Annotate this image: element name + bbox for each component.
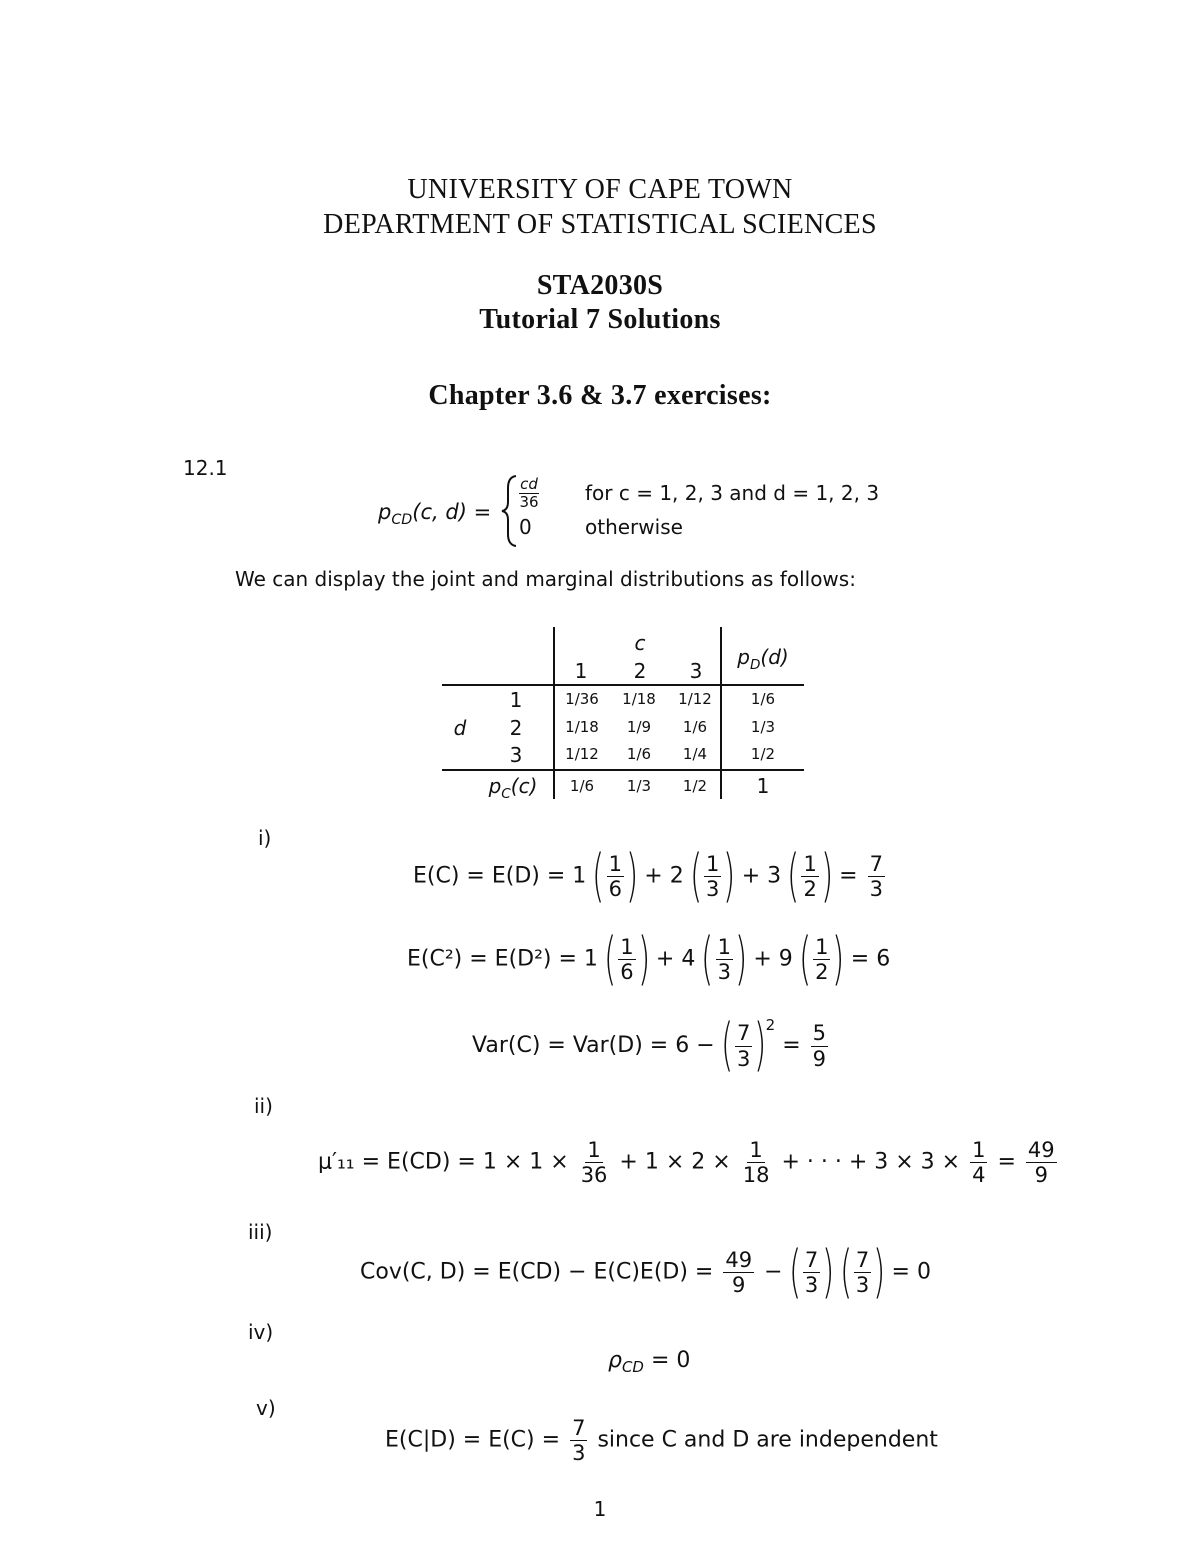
eq-second-moment: E(C²) = E(D²) = 1 ( $\frac{1}{6}$ ) + 4 ( $\frac{1}{3}$ ) + 9 ( $\frac{1}{2}$ ) = 6 xyxy=(407,926,891,992)
frac-num: 49 xyxy=(1027,1138,1055,1162)
eq-correlation xyxy=(608,1348,690,1376)
table-total: 1 xyxy=(756,774,770,798)
frac-num: 1 xyxy=(972,1138,986,1162)
eq-i3-lhs: Var(C) = Var(D) = 6 − xyxy=(472,1033,715,1058)
eq-i1-term3: + 3 xyxy=(741,863,782,889)
rho-subscript: CD xyxy=(621,1358,644,1377)
frac-den: 3 xyxy=(706,877,720,902)
rho-symbol: ρ xyxy=(608,1348,622,1373)
pmf-symbol: p xyxy=(378,500,392,524)
col-marginal-2: 1/3 xyxy=(626,777,652,795)
frac-den: 6 xyxy=(608,877,622,902)
case1-condition: for c = 1, 2, 3 and d = 1, 2, 3 xyxy=(585,481,880,505)
page-number: 1 xyxy=(593,1497,607,1521)
frac-num: 1 xyxy=(803,851,817,876)
frac-num: 7 xyxy=(572,1416,586,1440)
frac-den: 3 xyxy=(736,1046,751,1071)
frac-den: 3 xyxy=(572,1441,586,1466)
frac-num: 49 xyxy=(725,1247,753,1272)
frac-num: 1 xyxy=(706,851,720,876)
frac-num: 5 xyxy=(812,1021,826,1046)
marginal-c-header: $p_C(c)$ xyxy=(488,774,538,802)
eq-covariance: Cov(C, D) = E(CD) − E(C)E(D) = $\frac{49}{9}$ − ( $\frac{7}{3}$ ) ( $\frac{7}{3}$ ) = 0 xyxy=(360,1239,931,1305)
eq-expectation: E(C) = E(D) = 1 ( $\frac{1}{6}$ ) + 2 ( $\frac{1}{3}$ ) + 3 ( $\frac{1}{2}$ ) = $\frac{7}{3}$ xyxy=(413,843,883,909)
cell-2-3: 1/6 xyxy=(682,718,708,736)
university-heading: UNIVERSITY OF CAPE TOWN xyxy=(407,174,793,205)
eq-v-lhs: E(C|D) = E(C) = xyxy=(385,1427,561,1453)
frac-den: 36 xyxy=(580,1163,608,1188)
intro-text: We can display the joint and marginal distributions as follows: xyxy=(235,567,856,591)
eq-i3-equals: = xyxy=(782,1033,801,1058)
eq-ii-term2: + 1 × 2 × xyxy=(619,1149,731,1175)
eq-i1-lhs: E(C) = E(D) = 1 xyxy=(413,863,587,889)
row-marginal-1: 1/6 xyxy=(750,690,776,708)
row-header-1: 1 xyxy=(509,688,523,712)
cell-2-2: 1/9 xyxy=(626,718,652,736)
case1-numerator: cd xyxy=(520,475,538,493)
problem-number: 12.1 xyxy=(183,456,228,480)
col-header-3: 3 xyxy=(689,659,703,683)
pmf-args: (c, d) = xyxy=(412,500,492,524)
frac-num: 7 xyxy=(804,1247,819,1272)
frac-num: 1 xyxy=(717,934,732,959)
col-header-1: 1 xyxy=(574,659,588,683)
frac-den: 6 xyxy=(620,960,634,985)
course-code: STA2030S xyxy=(536,270,664,301)
cell-1-1: 1/36 xyxy=(565,690,599,708)
eq-iii-minus: − xyxy=(764,1259,783,1285)
eq-i3-exponent: 2 xyxy=(765,1016,776,1034)
marginal-d-header: $p_D(d)$ xyxy=(737,645,789,673)
part-iv-label: iv) xyxy=(248,1320,274,1344)
row-variable: d xyxy=(453,716,467,740)
cell-1-3: 1/12 xyxy=(678,690,712,708)
case2-condition: otherwise xyxy=(585,515,683,539)
eq-iii-lhs: Cov(C, D) = E(CD) − E(C)E(D) = xyxy=(360,1259,714,1285)
part-iii-label: iii) xyxy=(248,1220,273,1244)
eq-i2-rhs: = 6 xyxy=(850,946,891,972)
row-header-3: 3 xyxy=(509,743,523,767)
frac-den: 9 xyxy=(1034,1163,1048,1188)
frac-num: 1 xyxy=(587,1138,601,1162)
col-header-2: 2 xyxy=(633,659,647,683)
table-hline-bottom xyxy=(442,769,804,771)
frac-num: 7 xyxy=(869,851,883,876)
eq-ii-lhs: μ′₁₁ = E(CD) = 1 × 1 × xyxy=(318,1149,569,1175)
case1-denominator: 36 xyxy=(519,493,539,511)
frac-den: 18 xyxy=(742,1163,770,1188)
pmf-definition xyxy=(378,500,491,528)
eq-i2-term3: + 9 xyxy=(753,946,793,972)
cell-3-3: 1/4 xyxy=(682,745,708,763)
cell-2-1: 1/18 xyxy=(565,718,599,736)
frac-den: 9 xyxy=(812,1046,826,1071)
frac-den: 3 xyxy=(855,1273,870,1298)
frac-den: 3 xyxy=(717,960,732,985)
table-hline-top xyxy=(442,684,804,686)
department-heading: DEPARTMENT OF STATISTICAL SCIENCES xyxy=(323,209,877,240)
chapter-heading: Chapter 3.6 & 3.7 exercises: xyxy=(428,380,772,411)
pmf-subscript: CD xyxy=(391,511,413,528)
part-i-label: i) xyxy=(258,826,272,850)
frac-den: 3 xyxy=(869,877,883,902)
eq-i2-term2: + 4 xyxy=(655,946,696,972)
frac-num: 7 xyxy=(855,1247,870,1272)
eq-v-rhs: since C and D are independent xyxy=(597,1427,938,1453)
frac-den: 9 xyxy=(732,1273,746,1298)
col-variable: c xyxy=(634,631,646,655)
eq-ii-term3: + · · · + 3 × 3 × xyxy=(781,1149,961,1175)
frac-num: 1 xyxy=(608,851,622,876)
eq-iv-rhs: = 0 xyxy=(650,1348,691,1373)
frac-den: 2 xyxy=(803,877,817,902)
document-title: Tutorial 7 Solutions xyxy=(479,304,721,335)
eq-iii-rhs: = 0 xyxy=(891,1259,931,1285)
frac-num: 1 xyxy=(815,934,829,959)
col-marginal-3: 1/2 xyxy=(682,777,708,795)
frac-num: 1 xyxy=(749,1138,763,1162)
frac-den: 2 xyxy=(815,960,829,985)
eq-i2-lhs: E(C²) = E(D²) = 1 xyxy=(407,946,598,972)
table-vline-left xyxy=(553,627,555,799)
eq-i1-term2: + 2 xyxy=(644,863,684,889)
frac-den: 4 xyxy=(972,1163,986,1188)
eq-ii-equals: = xyxy=(997,1149,1016,1175)
eq-product-moment xyxy=(318,1138,1060,1187)
table-vline-right xyxy=(720,627,722,799)
row-marginal-3: 1/2 xyxy=(750,745,776,763)
eq-variance: Var(C) = Var(D) = 6 − ( $\frac{7}{3}$ )$^2$ = $\frac{5}{9}$ xyxy=(472,1012,826,1079)
cell-1-2: 1/18 xyxy=(622,690,656,708)
case1-fraction xyxy=(519,476,539,511)
eq-conditional-expectation xyxy=(385,1416,938,1465)
row-marginal-2: 1/3 xyxy=(750,718,776,736)
eq-i1-equals: = xyxy=(839,863,858,889)
frac-num: 7 xyxy=(736,1021,751,1046)
col-marginal-1: 1/6 xyxy=(569,777,595,795)
cell-3-2: 1/6 xyxy=(626,745,652,763)
case2-value: 0 xyxy=(519,515,532,539)
part-ii-label: ii) xyxy=(254,1094,273,1118)
frac-num: 1 xyxy=(620,934,634,959)
part-v-label: v) xyxy=(256,1396,276,1420)
row-header-2: 2 xyxy=(509,716,523,740)
frac-den: 3 xyxy=(804,1273,819,1298)
cell-3-1: 1/12 xyxy=(565,745,599,763)
